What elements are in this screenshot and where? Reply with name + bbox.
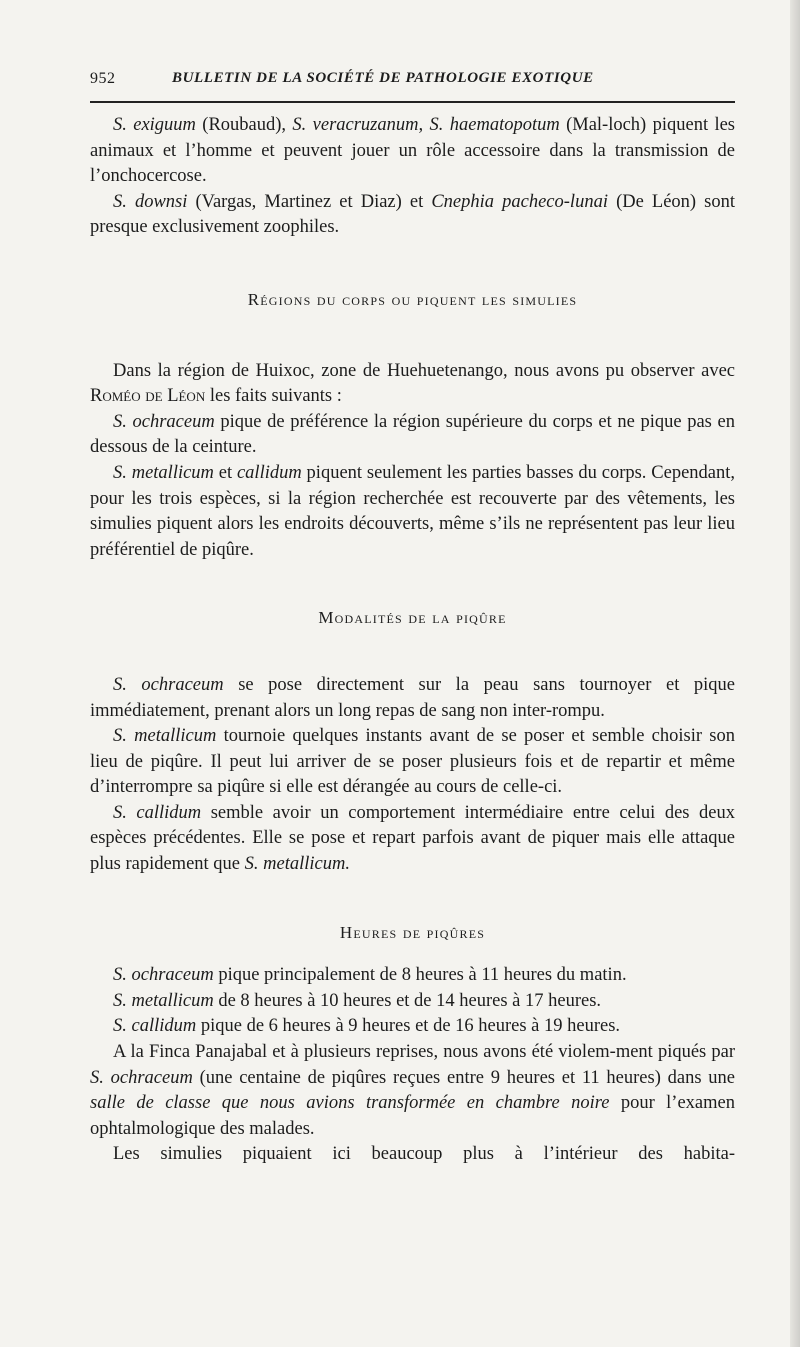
species-name: callidum [236, 462, 302, 483]
paragraph-callidum-modalite [90, 801, 735, 878]
header-rule [90, 101, 735, 103]
journal-title: BULLETIN DE LA SOCIÉTÉ DE PATHOLOGIE EXOTIQUE [172, 70, 594, 86]
paragraph-huixoc [90, 359, 735, 410]
paragraph-metallicum-region [90, 461, 735, 563]
text-run: se pose directement sur la peau sans tournoyer et pique immédiatement, prenant alors un long repas de sang non inter-rompu. [90, 674, 735, 721]
text-run: (une centaine de piqûres reçues entre 9 heures et 11 heures) dans une [192, 1067, 735, 1088]
author-name: Roméo de Léon [90, 386, 206, 407]
paragraph-exiguum [90, 113, 735, 190]
running-header [90, 70, 735, 88]
page-edge-shadow [790, 0, 800, 1347]
text-run: de 8 heures à 10 heures et de 14 heures à 17 heures. [213, 990, 602, 1011]
section-heading-modalites: Modalités de la piqûre [318, 608, 507, 628]
paragraph-metallicum-heures [90, 989, 735, 1015]
text-run: A la Finca Panajabal et à plusieurs reprises, nous avons été violem-ment piqués par [113, 1042, 735, 1063]
emphasis: salle de classe que nous avions transformée en chambre noire [90, 1093, 610, 1114]
paragraph-callidum-heures [90, 1014, 735, 1040]
species-name: S. callidum [113, 802, 202, 823]
species-name: Cnephia pacheco-lunai [431, 191, 608, 212]
species-name: S. metallicum. [244, 854, 350, 875]
text-run: (Mal-loch) piquent les animaux et l’homme et peuvent jouer un rôle accessoire dans la transmission de l’onchocercose. [90, 115, 735, 187]
section-heading-regions: Régions du corps ou piquent les simulies [247, 289, 578, 309]
species-name: S. ochraceum [113, 411, 215, 432]
species-name: S. downsi [113, 191, 188, 212]
species-name: S. callidum [113, 1016, 197, 1037]
text-run: les faits suivants : [205, 386, 342, 407]
paragraph-ochraceum-modalite [90, 673, 735, 724]
text-run: (Roubaud), [195, 115, 293, 135]
text-run: pour l’examen ophtalmologique des malades. [90, 1093, 735, 1139]
text-run: pique de 6 heures à 9 heures et de 16 heures à 19 heures. [196, 1016, 621, 1037]
text-run: Dans la région de Huixoc, zone de Huehuetenango, nous avons pu observer avec [113, 360, 735, 381]
text-run: pique principalement de 8 heures à 11 heures du matin. [213, 965, 627, 986]
paragraph-ochraceum-region [90, 410, 735, 461]
section-heading-heures: Heures de piqûres [339, 922, 486, 942]
text-run: semble avoir un comportement intermédiaire entre celui des deux espèces précédentes. Elle se pose et repart parfois avant de piquer mais elle attaque plus rapidement que [90, 802, 735, 875]
text-run: tournoie quelques instants avant de se poser et semble choisir son lieu de piqûre. Il peut lui arriver de se poser plusieurs fois et de repartir et même d’interrompre sa piqûre si elle est dérangée au cours de celle-ci. [90, 726, 735, 798]
paragraph-panajabal [90, 1040, 735, 1142]
paragraph-ochraceum-heures [90, 963, 735, 989]
species-name: S. metallicum [113, 462, 214, 483]
species-name: S. ochraceum [113, 674, 224, 695]
text-run: et [213, 462, 237, 483]
species-name: S. ochraceum [90, 1067, 193, 1088]
species-name: S. haematopotum [429, 115, 560, 135]
text-run: pique de préférence la région supérieure du corps et ne pique pas en dessous de la ceinture. [90, 411, 735, 458]
species-name: S. veracruzanum, [292, 115, 424, 135]
article-body [90, 113, 735, 1168]
paragraph-interieur [90, 1142, 735, 1168]
paragraph-metallicum-modalite [90, 724, 735, 801]
species-name: S. ochraceum [113, 965, 214, 986]
text-run: (Vargas, Martinez et Diaz) et [187, 191, 432, 212]
paragraph-downsi [90, 190, 735, 241]
text-run: piquent seulement les parties basses du corps. Cependant, pour les trois espèces, si la région recherchée est recouverte par des vêtements, les simulies piquent alors les endroits découverts, même s’ils ne représentent pas leur lieu préférentiel de piqûre. [90, 462, 736, 560]
text-run: Les simulies piquaient ici beaucoup plus à l’intérieur des habita- [113, 1144, 735, 1165]
text-run: (De Léon) sont presque exclusivement zoophiles. [90, 191, 736, 238]
species-name: S. metallicum [113, 726, 217, 747]
species-name: S. exiguum [113, 115, 196, 135]
page-number: 952 [90, 70, 116, 87]
species-name: S. metallicum [113, 990, 214, 1011]
